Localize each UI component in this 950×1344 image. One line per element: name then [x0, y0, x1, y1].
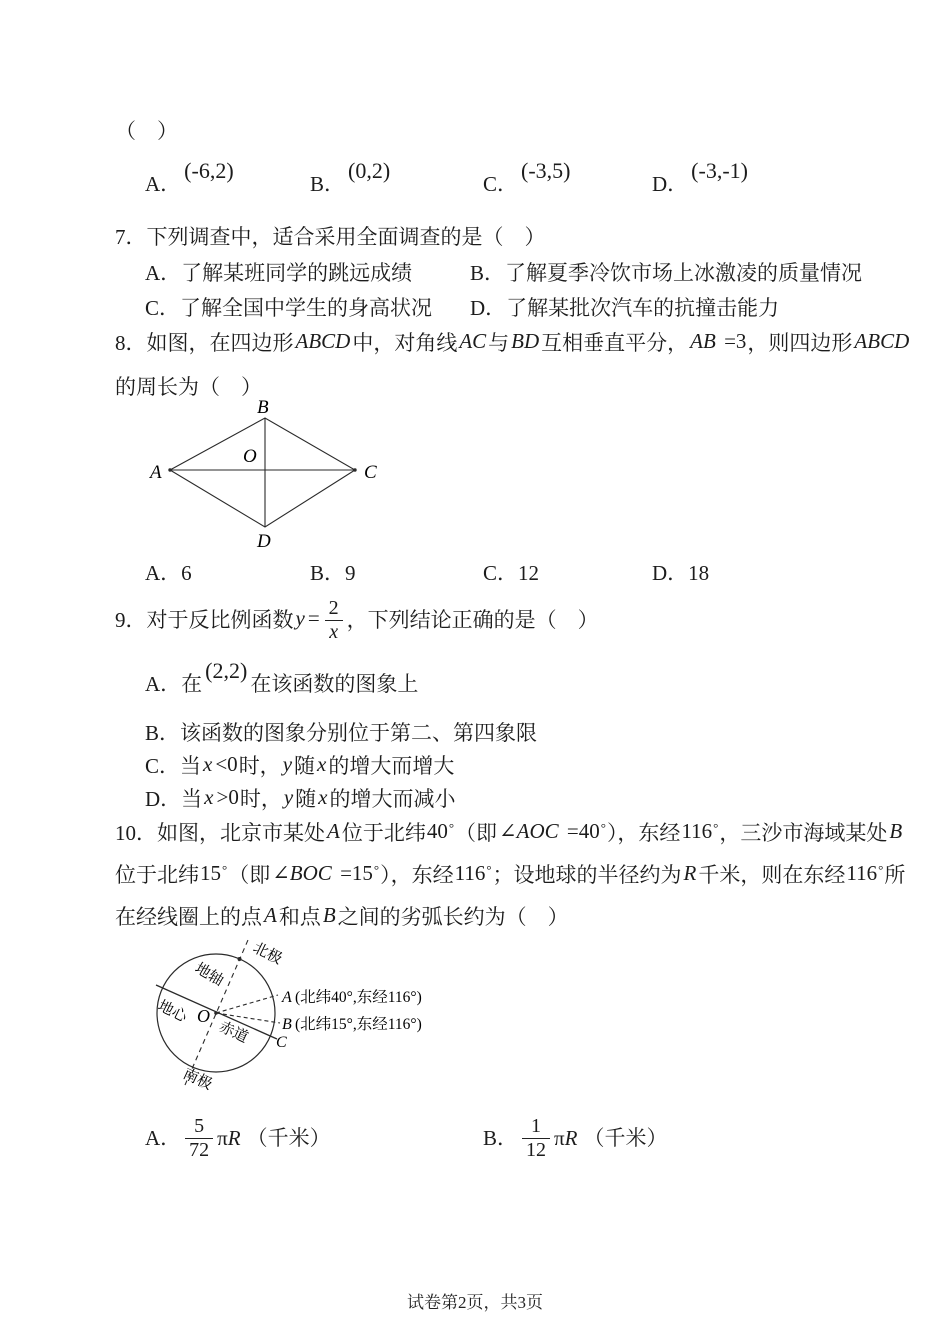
q6-option-b — [310, 158, 393, 198]
math-y: y — [295, 605, 305, 630]
option-value: (-3,5) — [521, 158, 571, 183]
q9-option-a-point: (2,2) — [205, 658, 248, 683]
q7-option-a: A．了解某班同学的跳远成绩 — [145, 261, 413, 285]
earth-center-o-label: O — [197, 1006, 210, 1026]
q7-option-d: D．了解某批次汽车的抗撞击能力 — [470, 296, 780, 320]
radius-oa-dashed — [216, 995, 278, 1013]
q9-stem-suffix: ，下列结论正确的是（ ） — [346, 607, 599, 632]
point-b-coords: (北纬15°,东经116°) — [295, 1016, 422, 1033]
q7-option-c: C．了解全国中学生的身高状况 — [145, 296, 433, 320]
q9-option-d: D．当x >0时，y随x的增大而减小 — [145, 785, 456, 811]
q8-rhombus-diagram — [140, 400, 420, 552]
option-letter: D． — [652, 172, 689, 196]
q9-option-a-prefix: A．在 — [145, 672, 203, 696]
earth-center-dot — [214, 1011, 218, 1015]
radius-symbol: R — [227, 1125, 241, 1150]
option-letter: A． — [145, 172, 182, 196]
fraction-denominator: 12 — [526, 1138, 547, 1161]
q10-option-a — [145, 1112, 331, 1164]
point-c-letter: C — [276, 1034, 287, 1051]
q10-stem-line1: 10．如图，北京市某处A位于北纬40°（即∠AOC =40°），东经116°，三沙市海域某处B — [115, 819, 903, 845]
point-a-letter: A — [282, 989, 292, 1006]
q6-answer-paren: （ ） — [115, 119, 178, 143]
q8-option-c: C．12 — [483, 561, 540, 585]
q6-option-c — [483, 158, 574, 198]
fraction-2-over-x — [325, 597, 343, 644]
q9-option-c: C．当x <0时，y随x的增大而增大 — [145, 752, 455, 778]
q6-option-a — [145, 158, 237, 198]
option-value: (-6,2) — [184, 158, 234, 183]
option-value: (0,2) — [348, 158, 391, 183]
q9-option-a-suffix: 在该函数的图象上 — [250, 672, 419, 696]
fraction-numerator: 5 — [185, 1115, 213, 1139]
fraction-5-over-72 — [185, 1115, 213, 1162]
option-value: (-3,-1) — [691, 158, 748, 183]
q6-option-d — [652, 158, 751, 198]
q8-option-a: A．6 — [145, 561, 192, 585]
q7-option-b: B．了解夏季冷饮市场上冰激凌的质量情况 — [470, 261, 863, 285]
north-pole-dot — [238, 957, 242, 961]
point-b-letter: B — [282, 1016, 292, 1033]
vertex-label-a: A — [150, 462, 162, 483]
q10-stem-line2: 位于北纬15°（即∠BOC =15°），东经116°；设地球的半径约为R千米，则在东经116°所 — [115, 861, 906, 887]
equator-label: 赤道 — [216, 1019, 251, 1047]
q10-stem-line3: 在经线圈上的点A和点B之间的劣弧长约为（ ） — [115, 903, 569, 929]
vertex-label-c: C — [364, 462, 377, 483]
q9-option-b: B．该函数的图象分别位于第二、第四象限 — [145, 721, 538, 745]
vertex-dot-c — [353, 468, 356, 471]
option-letter: B． — [310, 172, 346, 196]
vertex-label-b: B — [257, 400, 269, 418]
south-pole-label: 南极 — [180, 1066, 215, 1094]
option-letter: C． — [483, 172, 519, 196]
q9-stem — [115, 596, 599, 644]
q10-earth-diagram — [145, 925, 480, 1100]
q8-stem-line1: 8．如图，在四边形ABCD中，对角线AC与BD互相垂直平分，AB =3，则四边形ABCD — [115, 329, 910, 355]
radius-symbol: R — [564, 1125, 578, 1150]
pi-symbol: π — [217, 1125, 228, 1150]
center-label-o: O — [243, 446, 257, 467]
q9-option-a — [145, 658, 419, 698]
fraction-denominator: x — [329, 620, 339, 643]
earth-axis-label: 地轴 — [192, 960, 226, 990]
math-equals: = — [307, 605, 320, 630]
point-a-coords: (北纬40°,东经116°) — [295, 989, 422, 1006]
q7-stem: 7．下列调查中，适合采用全面调查的是（ ） — [115, 225, 546, 249]
earth-center-label: 地心 — [155, 998, 190, 1026]
north-pole-label: 北极 — [250, 940, 285, 968]
fraction-1-over-12 — [522, 1115, 550, 1162]
pi-symbol: π — [554, 1125, 565, 1150]
fraction-denominator: 72 — [189, 1138, 210, 1161]
q10-option-b — [483, 1112, 667, 1164]
rhombus-sides — [170, 418, 355, 527]
q9-stem-prefix: 9．对于反比例函数 — [115, 607, 294, 632]
option-letter: B． — [483, 1125, 519, 1150]
page-footer: 试卷第2页，共3页 — [407, 1293, 543, 1312]
q8-option-b: B．9 — [310, 561, 356, 585]
vertex-label-d: D — [257, 531, 271, 552]
unit-label: （千米） — [583, 1125, 668, 1150]
q8-option-d: D．18 — [652, 561, 710, 585]
fraction-numerator: 1 — [522, 1115, 550, 1139]
vertex-dot-a — [168, 468, 171, 471]
option-letter: A． — [145, 1125, 182, 1150]
q8-stem-line2: 的周长为（ ） — [115, 375, 262, 399]
unit-label: （千米） — [246, 1125, 331, 1150]
fraction-numerator: 2 — [325, 597, 343, 621]
